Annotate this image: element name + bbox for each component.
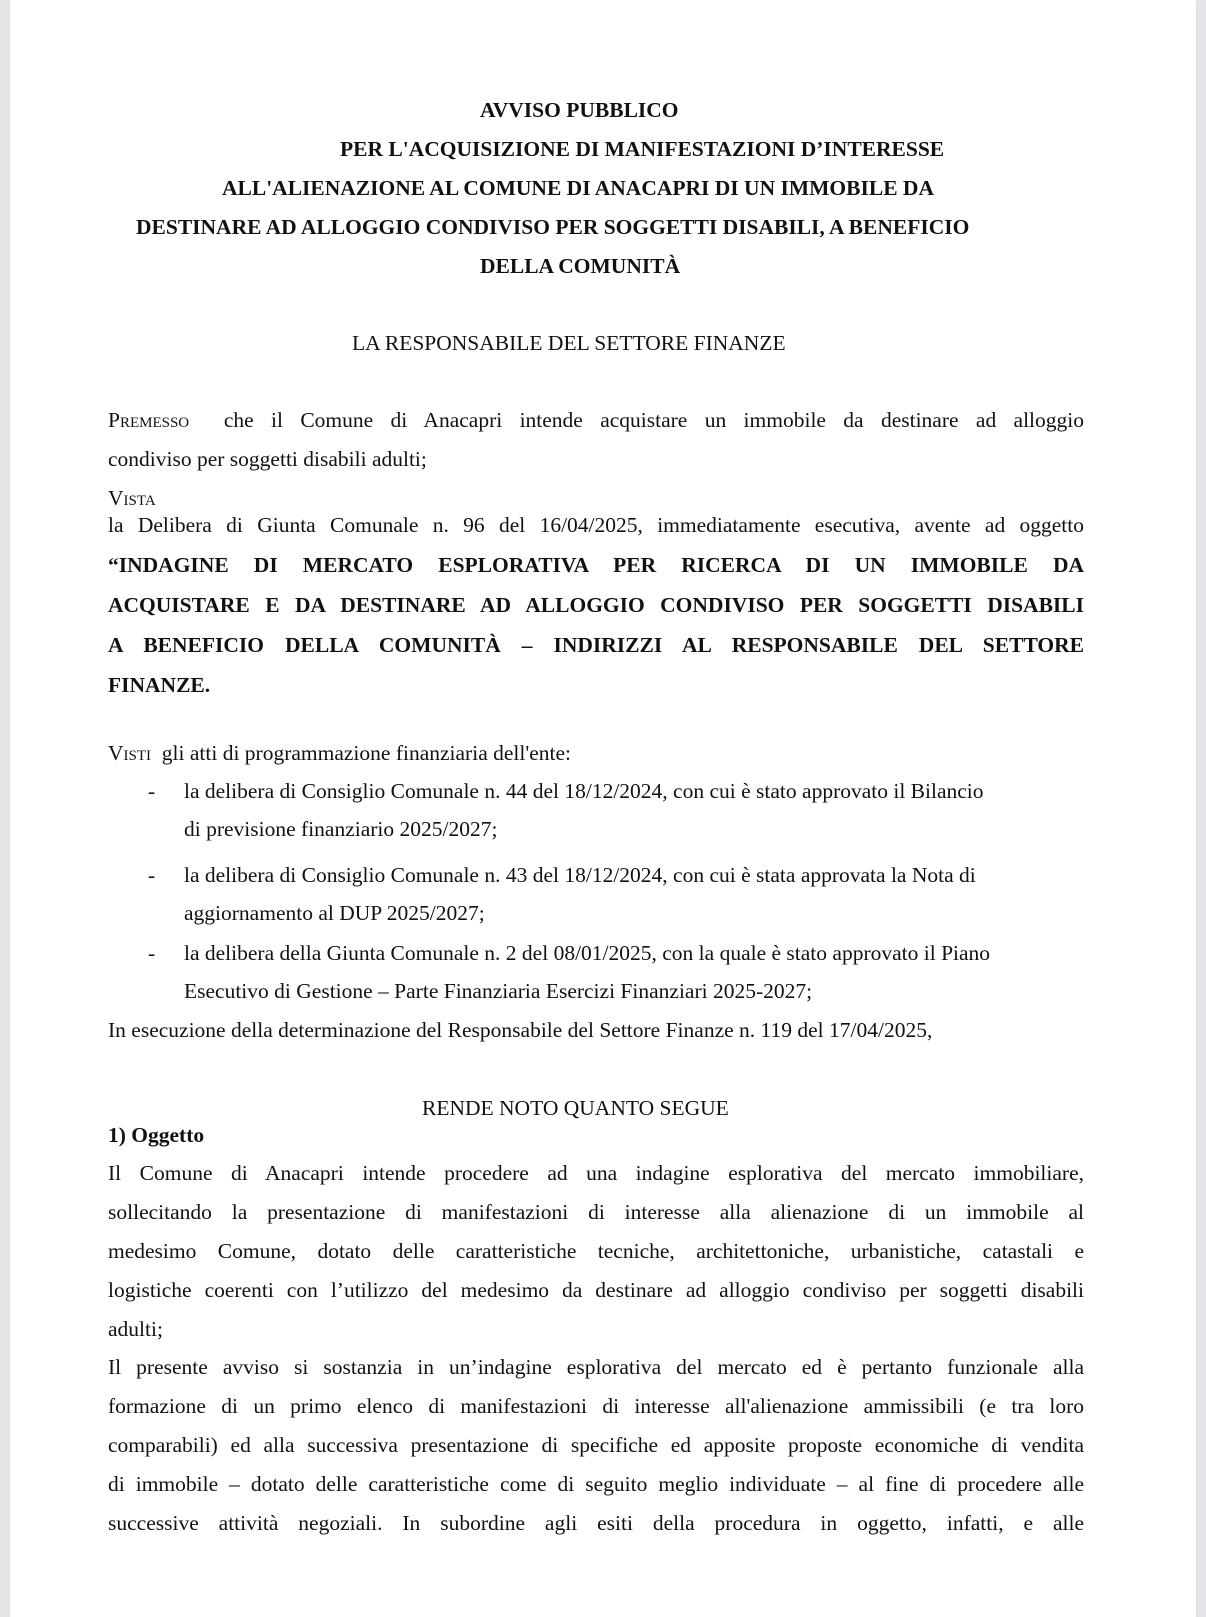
visti-item-3-line-2: Esecutivo di Gestione – Parte Finanziaria Esercizi Finanziari 2025-2027; [184,979,813,1003]
paragraph-line: sollecitando la presentazione di manifestazioni di interesse alla alienazione di un immobile al [108,1200,1084,1224]
visti-label: Visti [108,741,152,765]
visti-intro [108,743,1084,765]
title-line-1: AVVISO PUBBLICO [480,98,679,122]
vista-subject-line-2: ACQUISTARE E DA DESTINARE AD ALLOGGIO CONDIVISO PER SOGGETTI DISABILI [108,593,1084,617]
title-line-2: PER L'ACQUISIZIONE DI MANIFESTAZIONI D’INTERESSE [340,137,945,161]
paragraph-line: medesimo Comune, dotato delle caratteristiche tecniche, architettoniche, urbanistiche, catastali e [108,1239,1084,1263]
visti-item-1-line-1: la delibera di Consiglio Comunale n. 44 del 18/12/2024, con cui è stato approvato il Bilancio [184,779,984,803]
visti-item-3-line-1: la delibera della Giunta Comunale n. 2 del 08/01/2025, con la quale è stato approvato il Piano [184,941,991,965]
vista-subject-line-3: A BENEFICIO DELLA COMUNITÀ – INDIRIZZI AL RESPONSABILE DEL SETTORE [108,633,1084,657]
paragraph-line: formazione di un primo elenco di manifestazioni di interesse all'alienazione ammissibili (e tra loro [108,1394,1084,1418]
premesso-text: che il Comune di Anacapri intende acquistare un immobile da destinare ad alloggio [223,408,1085,432]
premesso-line-2: condiviso per soggetti disabili adulti; [108,447,427,471]
visti-intro-text: gli atti di programmazione finanziaria dell'ente: [161,741,572,765]
paragraph-line: logistiche coerenti con l’utilizzo del medesimo da destinare ad alloggio condiviso per soggetti disabili [108,1278,1084,1302]
vista-subject-line-1: “INDAGINE DI MERCATO ESPLORATIVA PER RICERCA DI UN IMMOBILE DA [108,553,1084,577]
paragraph-line: Il presente avviso si sostanzia in un’indagine esplorativa del mercato ed è pertanto funzionale alla [108,1355,1084,1379]
visti-item-1-line-2: di previsione finanziario 2025/2027; [184,817,498,841]
title-line-4: DESTINARE AD ALLOGGIO CONDIVISO PER SOGGETTI DISABILI, A BENEFICIO [136,215,970,239]
bullet-dash: - [148,941,156,965]
title-line-5: DELLA COMUNITÀ [480,254,681,278]
document-body [10,0,1196,1617]
paragraph-line: di immobile – dotato delle caratteristiche come di seguito meglio individuate – al fine di procedere alle [108,1472,1084,1496]
bullet-dash: - [148,863,156,887]
vista-subject-line-4: FINANZE. [108,673,211,697]
paragraph-line: adulti; [108,1317,163,1341]
rende-noto-heading: RENDE NOTO QUANTO SEGUE [422,1096,729,1120]
title-line-3: ALL'ALIENAZIONE AL COMUNE DI ANACAPRI DI UN IMMOBILE DA [222,176,934,200]
visti-item-2-line-1: la delibera di Consiglio Comunale n. 43 del 18/12/2024, con cui è stata approvata la Nota di [184,863,976,887]
vista-label: Vista [108,486,156,510]
vista-line: la Delibera di Giunta Comunale n. 96 del 16/04/2025, immediatamente esecutiva, avente ad oggetto [108,513,1084,537]
paragraph-line: Il Comune di Anacapri intende procedere ad una indagine esplorativa del mercato immobiliare, [108,1161,1084,1185]
document-page [10,0,1196,1617]
section-1-heading: 1) Oggetto [108,1123,205,1147]
issuer-heading: LA RESPONSABILE DEL SETTORE FINANZE [352,331,786,355]
paragraph-line: successive attività negoziali. In subordine agli esiti della procedura in oggetto, infatti, e alle [108,1511,1084,1535]
bullet-dash: - [148,779,156,803]
visti-item-2-line-2: aggiornamento al DUP 2025/2027; [184,901,485,925]
esecuzione-line: In esecuzione della determinazione del Responsabile del Settore Finanze n. 119 del 17/04/2025, [108,1018,933,1042]
premesso-line-1 [108,410,1084,432]
premesso-label: Premesso [108,408,190,432]
paragraph-line: comparabili) ed alla successiva presentazione di specifiche ed apposite proposte economiche di vendita [108,1433,1084,1457]
